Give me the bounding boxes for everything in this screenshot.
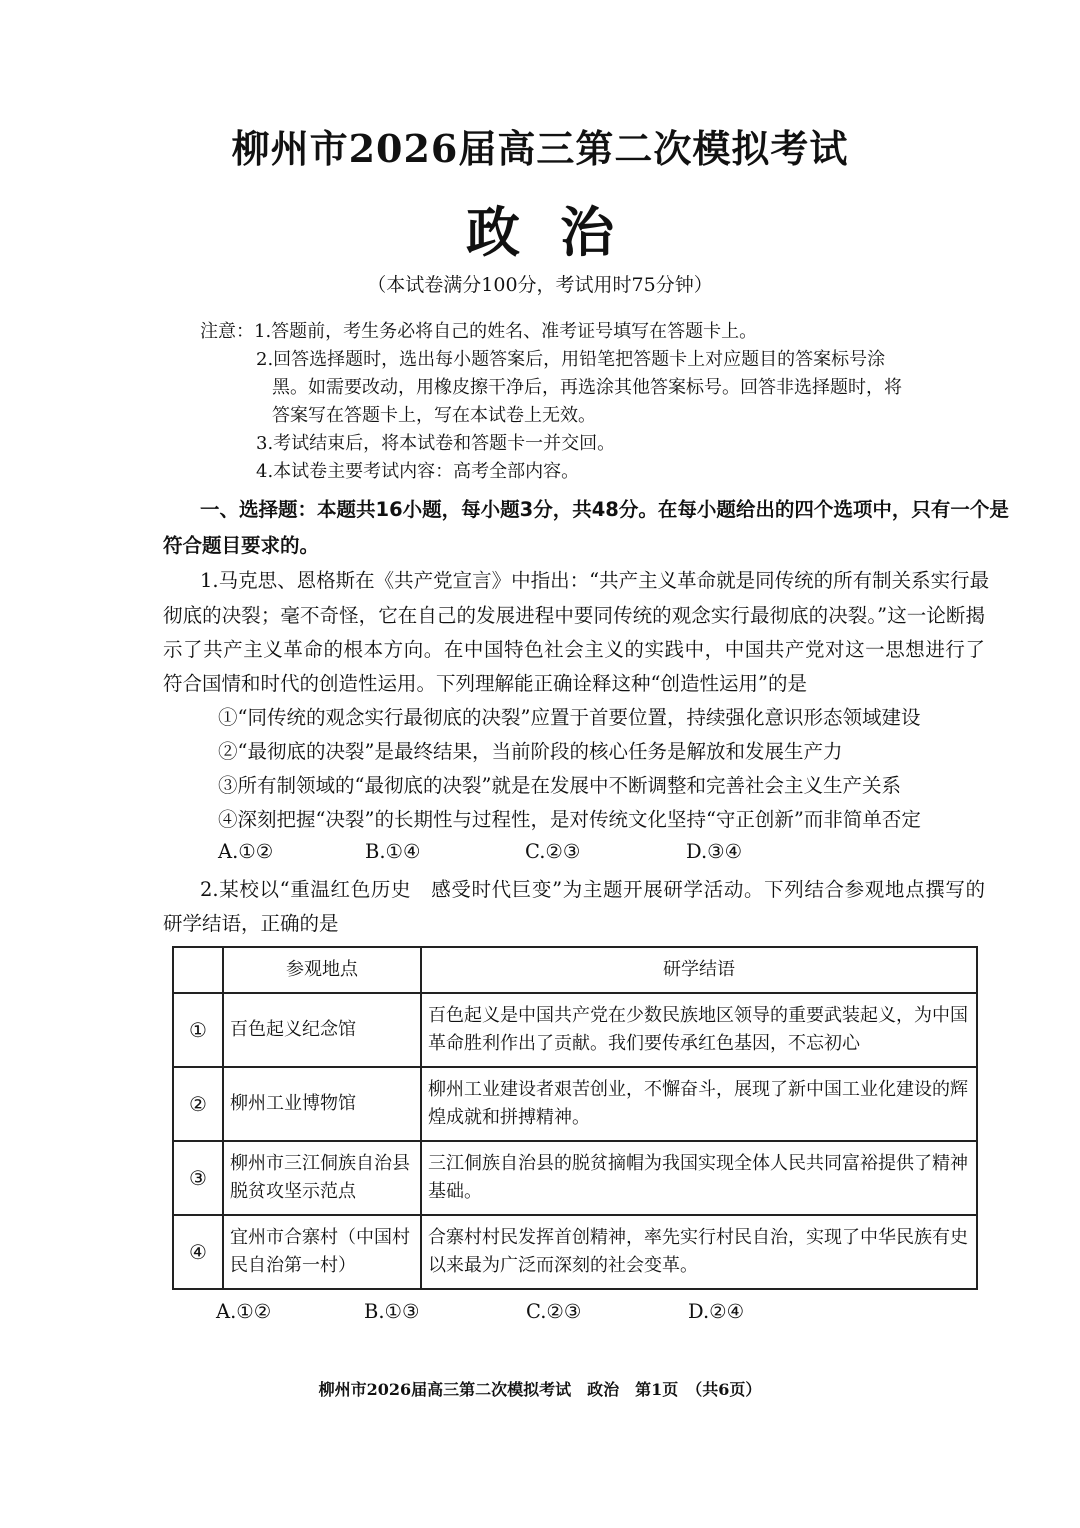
note-line: 注意：1.答题前，考生务必将自己的姓名、准考证号填写在答题卡上。 — [200, 321, 758, 342]
visit-place: 柳州工业博物馆 — [223, 1067, 421, 1141]
note-line: 黑。如需要改动，用橡皮擦干净后，再选涂其他答案标号。回答非选择题时，将 — [272, 377, 902, 398]
question-2-option-d: D.②④ — [688, 1300, 745, 1323]
table-header: 研学结语 — [421, 947, 977, 993]
table-row — [173, 1067, 977, 1141]
study-conclusion: 柳州工业建设者艰苦创业，不懈奋斗，展现了新中国工业化建设的辉煌成就和拼搏精神。 — [421, 1067, 977, 1141]
note-line: 答案写在答题卡上，写在本试卷上无效。 — [272, 405, 596, 426]
question-2-option-a: A.①② — [216, 1300, 272, 1323]
question-1-item: ②“最彻底的决裂”是最终结果，当前阶段的核心任务是解放和发展生产力 — [218, 740, 843, 763]
study-conclusion: 三江侗族自治县的脱贫摘帽为我国实现全体人民共同富裕提供了精神基础。 — [421, 1141, 977, 1215]
note-line: 4.本试卷主要考试内容：高考全部内容。 — [256, 461, 580, 482]
exam-meta: （本试卷满分100分，考试用时75分钟） — [367, 274, 713, 296]
instructions — [200, 318, 902, 486]
note-line: 2.回答选择题时，选出每小题答案后，用铅笔把答题卡上对应题目的答案标号涂 — [256, 349, 886, 370]
question-1-option-b: B.①④ — [365, 840, 421, 863]
study-conclusion: 合寨村村民发挥首创精神，率先实行村民自治，实现了中华民族有史以来最为广泛而深刻的社会变革。 — [421, 1215, 977, 1289]
table-row — [173, 1215, 977, 1289]
question-1-stem: 示了共产主义革命的根本方向。在中国特色社会主义的实践中，中国共产党对这一思想进行了 — [163, 638, 985, 661]
row-number: ② — [173, 1067, 223, 1141]
question-1-item: ①“同传统的观念实行最彻底的决裂”应置于首要位置，持续强化意识形态领域建设 — [218, 706, 921, 729]
table-header — [173, 947, 223, 993]
question-1-item: ③所有制领域的“最彻底的决裂”就是在发展中不断调整和完善社会主义生产关系 — [218, 774, 901, 797]
question-1-stem: 1.马克思、恩格斯在《共产党宣言》中指出：“共产主义革命就是同传统的所有制关系实行最 — [200, 569, 990, 592]
study-conclusion: 百色起义是中国共产党在少数民族地区领导的重要武装起义，为中国革命胜利作出了贡献。我们要传承红色基因，不忘初心 — [421, 993, 977, 1067]
visit-place: 宜州市合寨村（中国村民自治第一村） — [223, 1215, 421, 1289]
section-heading: 符合题目要求的。 — [163, 534, 320, 557]
table-row — [173, 993, 977, 1067]
table-header: 参观地点 — [223, 947, 421, 993]
row-number: ① — [173, 993, 223, 1067]
subject-title: 政治 — [466, 200, 654, 264]
question-1-option-c: C.②③ — [525, 840, 581, 863]
question-2-stem: 研学结语，正确的是 — [163, 912, 339, 935]
row-number: ③ — [173, 1141, 223, 1215]
note-line: 3.考试结束后，将本试卷和答题卡一并交回。 — [256, 433, 616, 454]
question-2-option-b: B.①③ — [364, 1300, 420, 1323]
exam-title: 柳州市2026届高三第二次模拟考试 — [231, 126, 849, 171]
section-heading: 一、选择题：本题共16小题，每小题3分，共48分。在每小题给出的四个选项中，只有一个是 — [200, 498, 1009, 521]
row-number: ④ — [173, 1215, 223, 1289]
page-footer: 柳州市2026届高三第二次模拟考试 政治 第1页 （共6页） — [318, 1380, 762, 1399]
question-2-stem: 2.某校以“重温红色历史 感受时代巨变”为主题开展研学活动。下列结合参观地点撰写的 — [200, 878, 985, 901]
question-1-item: ④深刻把握“决裂”的长期性与过程性，是对传统文化坚持“守正创新”而非简单否定 — [218, 808, 921, 831]
table-header-row — [173, 947, 977, 993]
question-1-option-d: D.③④ — [686, 840, 743, 863]
visit-place: 柳州市三江侗族自治县脱贫攻坚示范点 — [223, 1141, 421, 1215]
question-1-stem: 彻底的决裂；毫不奇怪，它在自己的发展进程中要同传统的观念实行最彻底的决裂。”这一论断揭 — [163, 604, 985, 627]
question-2-option-c: C.②③ — [526, 1300, 582, 1323]
table-row — [173, 1141, 977, 1215]
visit-place: 百色起义纪念馆 — [223, 993, 421, 1067]
question-1-stem: 符合国情和时代的创造性运用。下列理解能正确诠释这种“创造性运用”的是 — [163, 672, 807, 695]
question-1-option-a: A.①② — [218, 840, 274, 863]
visit-table — [172, 946, 978, 1290]
